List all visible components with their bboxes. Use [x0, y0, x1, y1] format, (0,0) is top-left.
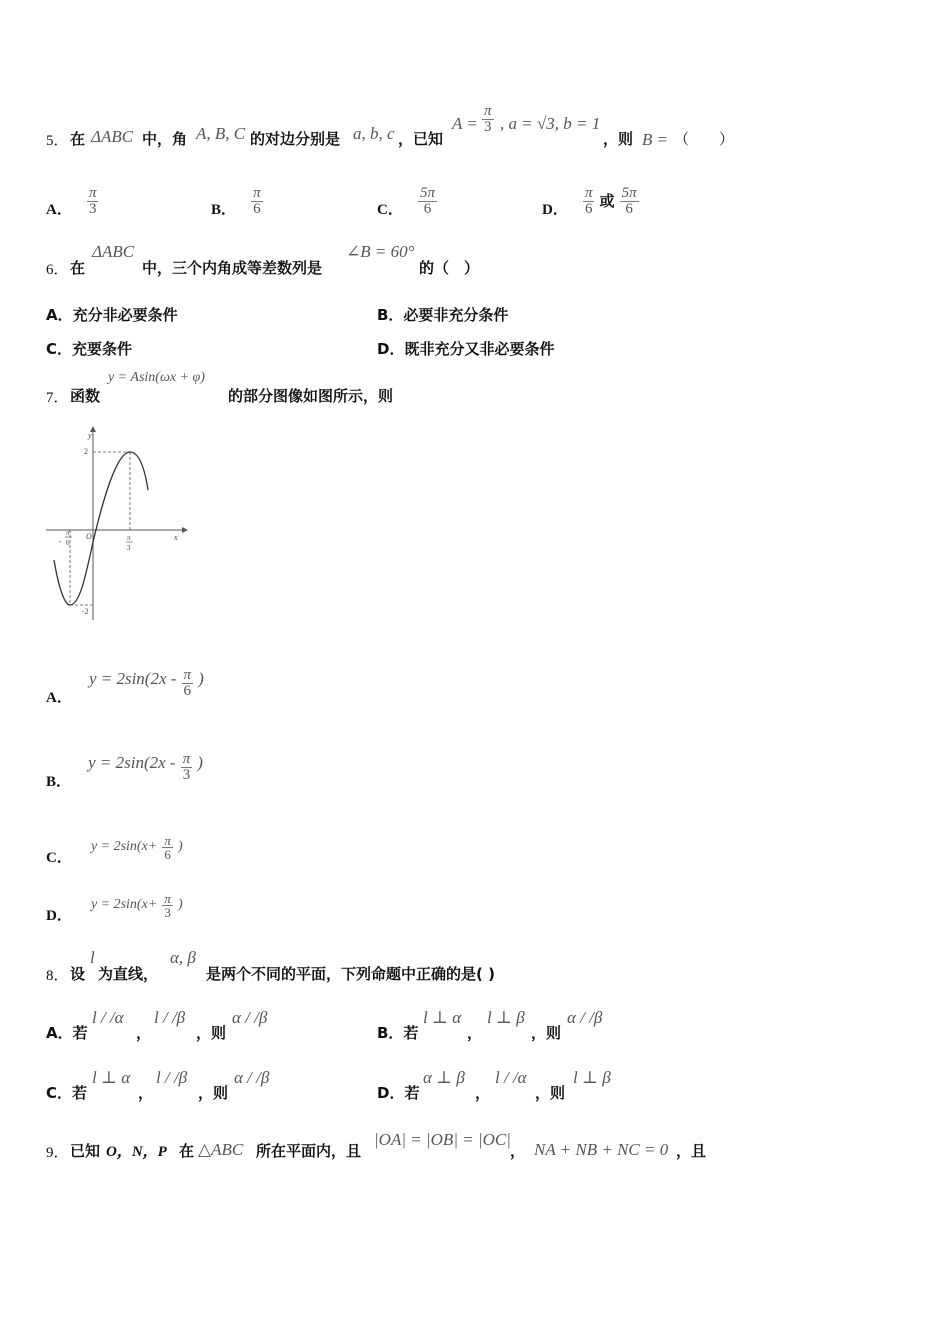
q7-number: 7．	[46, 390, 69, 406]
q9-text-4: ，且	[676, 1142, 707, 1160]
q8-number: 8．	[46, 968, 69, 984]
q8-text-2: 为直线，	[98, 965, 159, 983]
q5-option-a-fraction: $\frac{\pi}{3}$	[88, 185, 97, 217]
q8-planes: α, β	[170, 948, 196, 967]
q9-text-2: 在	[179, 1142, 195, 1160]
q5-paren: （ ）	[674, 130, 735, 148]
q7-function: y = Asin(ωx + φ)	[108, 370, 205, 385]
q6-number: 6．	[46, 262, 69, 278]
q9-line	[46, 1128, 746, 1168]
q6-triangle: ΔABC	[92, 242, 135, 261]
q5-given-fraction: $\frac{\pi}{3}$	[484, 103, 492, 135]
q5-text-5: ，则	[603, 130, 634, 148]
y-max-label: 2	[84, 447, 88, 456]
q7-text-1: 函数	[70, 387, 101, 405]
origin-label: O	[86, 532, 92, 541]
q5-triangle: ΔABC	[91, 127, 134, 146]
q6-option-d[interactable]: D．既非充分又非必要条件	[377, 340, 555, 358]
q7-option-b[interactable]: B． y = 2sin(2x - $\frac{\pi}{3}$ )	[46, 751, 203, 790]
q5-given-rest: , a = √3, b = 1	[500, 114, 601, 133]
y-axis-label: y	[88, 431, 92, 440]
q5-text-4: ，已知	[398, 130, 444, 148]
q9-text-3: 所在平面内，且	[256, 1142, 362, 1160]
q5-option-b-fraction: $\frac{\pi}{6}$	[253, 185, 261, 217]
q8-option-a[interactable]: A．若 l / /α ， l / /β ，则 α / /β	[46, 1008, 268, 1042]
x-axis-label: x	[174, 533, 178, 542]
q6-angle: ∠B = 60°	[346, 242, 415, 261]
q5-text-2: 中，角	[142, 130, 188, 148]
q6-option-a[interactable]: A．充分非必要条件	[46, 306, 178, 324]
q7-graph	[40, 424, 190, 624]
x-left-sign: -	[59, 537, 62, 546]
q7-option-c[interactable]: C． y = 2sin(x+ $\frac{\pi}{6}$ )	[46, 833, 183, 866]
q9-equal-lengths: |OA| = |OB| = |OC|	[374, 1130, 511, 1149]
q9-points: O，N，P	[106, 1144, 167, 1160]
q6-option-c[interactable]: C．充要条件	[46, 340, 133, 358]
q5-B-eq: B =	[642, 130, 669, 149]
q9-number: 9．	[46, 1145, 69, 1161]
q8-option-d[interactable]: D．若 α ⊥ β ， l / /α ，则 l ⊥ β	[377, 1068, 611, 1102]
q5-sides: a, b, c	[353, 124, 395, 143]
q9-vector-sum: NA + NB + NC = 0	[534, 1140, 669, 1159]
q5-option-c[interactable]: C． $\frac{5\pi}{6}$	[377, 185, 435, 218]
q5-angles: A, B, C	[196, 124, 246, 143]
q8-option-c[interactable]: C．若 l ⊥ α ， l / /β ，则 α / /β	[46, 1068, 270, 1102]
q5-text-3: 的对边分别是	[250, 130, 341, 148]
q6-text-1: 在	[70, 259, 86, 277]
q9-text-1: 已知	[70, 1142, 101, 1160]
x-left-num: π	[66, 529, 70, 537]
q7-text-2: 的部分图像如图所示，则	[228, 387, 394, 405]
q8-option-b[interactable]: B．若 l ⊥ α ， l ⊥ β ，则 α / /β	[377, 1008, 603, 1042]
q5-option-d[interactable]: D． $\frac{\pi}{6}$ 或 $\frac{5\pi}{6}$	[542, 185, 637, 218]
q9-triangle: △ABC	[198, 1140, 244, 1159]
q5-number: 5．	[46, 133, 69, 149]
q6-text-2: 中，三个内角成等差数列是	[142, 259, 323, 277]
x-right-den: 3	[127, 544, 131, 552]
q5-given-A: A =	[452, 114, 478, 133]
q7-option-a[interactable]: A． y = 2sin(2x - $\frac{\pi}{6}$ )	[46, 667, 204, 706]
q7-option-d[interactable]: D． y = 2sin(x+ $\frac{\pi}{3}$ )	[46, 891, 183, 924]
q5-option-c-fraction: $\frac{5\pi}{6}$	[419, 185, 435, 217]
q8-line-symbol: l	[90, 948, 95, 967]
x-right-num: π	[127, 534, 131, 542]
q8-text-3: 是两个不同的平面，下列命题中正确的是( )	[206, 965, 495, 983]
q5-option-d-fraction-2: $\frac{5\pi}{6}$	[621, 185, 637, 217]
x-left-den: 6	[66, 539, 70, 547]
q6-option-b[interactable]: B．必要非充分条件	[377, 306, 509, 324]
q9-comma: ，	[510, 1142, 526, 1160]
q5-option-d-fraction-1: $\frac{\pi}{6}$	[584, 185, 593, 217]
x-axis-arrow-icon	[182, 527, 188, 533]
y-min-label: -2	[82, 607, 89, 616]
q8-text-1: 设	[70, 965, 86, 983]
q5-option-a[interactable]: A． $\frac{\pi}{3}$	[46, 185, 97, 218]
q5-text-1: 在	[70, 130, 86, 148]
q6-text-3: 的（ ）	[419, 259, 480, 277]
q5-option-b[interactable]: B． $\frac{\pi}{6}$	[211, 185, 261, 218]
